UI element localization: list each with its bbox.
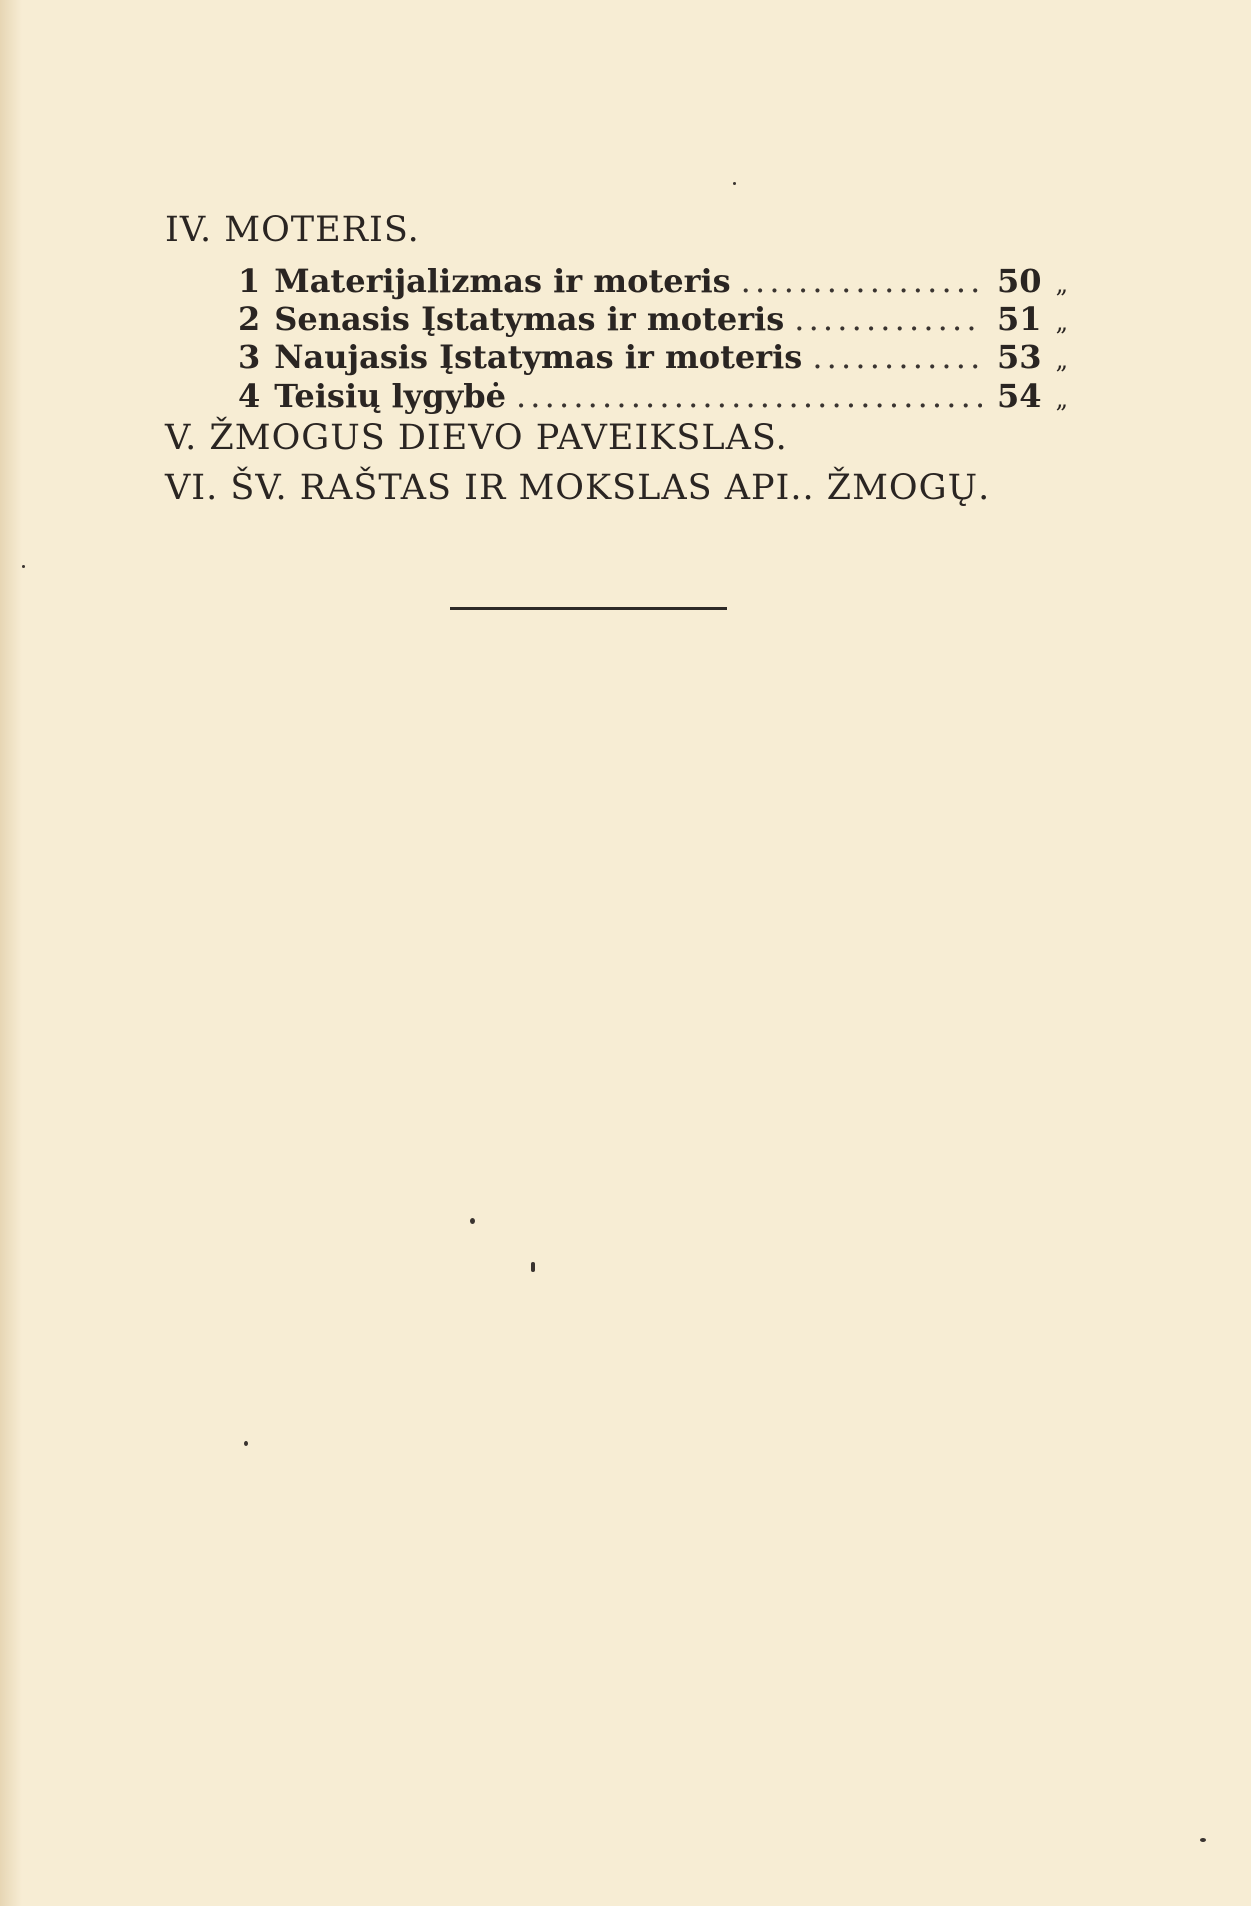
entry-number: 2 [238, 300, 261, 338]
ditto-mark: „ [1055, 270, 1068, 298]
entry-number: 3 [238, 338, 261, 376]
dot-leader [812, 338, 981, 376]
paper-speck [1200, 1838, 1206, 1842]
toc-entry [238, 338, 1068, 376]
section-heading-v: V. ŽMOGUS DIEVO PAVEIKSLAS. [165, 418, 788, 458]
paper-speck [470, 1218, 475, 1224]
paper-speck [733, 182, 736, 185]
ditto-mark: „ [1055, 385, 1068, 413]
entry-page-number: 51 [997, 300, 1042, 338]
entry-page-number: 50 [997, 262, 1042, 300]
entry-title: Naujasis Įstatymas ir moteris [274, 338, 803, 376]
paper-speck [22, 565, 25, 568]
toc-entry [238, 300, 1068, 338]
dot-leader [741, 262, 982, 300]
toc-entry [238, 377, 1068, 415]
entry-page-number: 54 [997, 377, 1042, 415]
paper-speck [531, 1262, 535, 1272]
entry-number: 1 [238, 262, 261, 300]
toc-entry [238, 262, 1068, 300]
entry-title: Teisių lygybė [274, 377, 506, 415]
entry-number: 4 [238, 377, 261, 415]
ditto-mark: „ [1055, 346, 1068, 374]
section-heading-vi: VI. ŠV. RAŠTAS IR MOKSLAS API.. ŽMOGŲ. [165, 468, 991, 508]
dot-leader [516, 377, 982, 415]
entry-title: Materijalizmas ir moteris [274, 262, 731, 300]
entry-title: Senasis Įstatymas ir moteris [274, 300, 785, 338]
paper-speck [244, 1441, 248, 1446]
ditto-mark: „ [1055, 308, 1068, 336]
entry-page-number: 53 [997, 338, 1042, 376]
dot-leader [794, 300, 981, 338]
section-heading-iv: IV. MOTERIS. [165, 210, 420, 250]
section-divider-rule [450, 607, 727, 610]
